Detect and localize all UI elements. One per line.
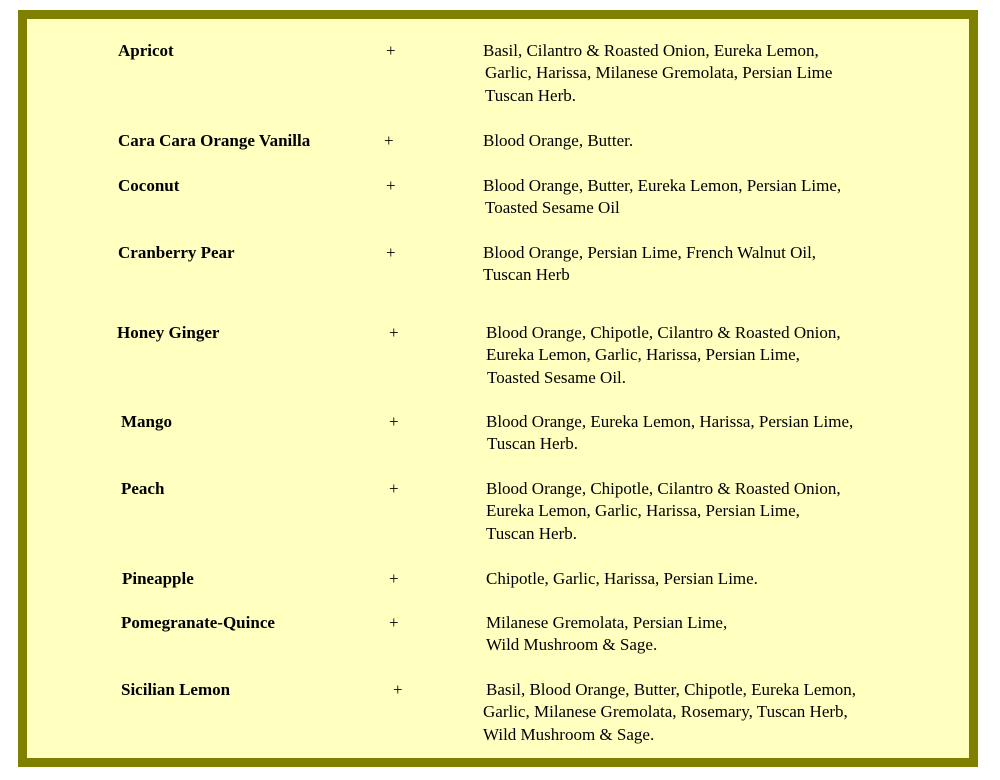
flavor-name: Mango: [121, 412, 172, 431]
pairing-line: Chipotle, Garlic, Harissa, Persian Lime.: [486, 569, 758, 588]
flavor-name: Cranberry Pear: [118, 243, 235, 262]
pairing-line: Tuscan Herb: [483, 265, 570, 285]
plus-separator: +: [389, 479, 399, 498]
pairing-line: Eureka Lemon, Garlic, Harissa, Persian Lime,: [486, 501, 800, 521]
plus-separator: +: [389, 412, 399, 431]
plus-separator: +: [386, 41, 396, 60]
pairing-line: Basil, Blood Orange, Butter, Chipotle, Eureka Lemon,: [486, 680, 856, 699]
pairing-list: [486, 478, 926, 545]
pairing-list: [483, 679, 923, 746]
pairing-line: Basil, Cilantro & Roasted Onion, Eureka Lemon,: [483, 41, 819, 60]
pairing-line: Blood Orange, Persian Lime, French Walnut Oil,: [483, 243, 817, 262]
pairing-line: Blood Orange, Butter, Eureka Lemon, Persian Lime,: [483, 176, 842, 195]
pairing-list: [483, 130, 923, 152]
plus-separator: +: [389, 569, 399, 588]
flavor-name: Coconut: [118, 176, 180, 195]
pairing-line: Wild Mushroom & Sage.: [483, 724, 655, 744]
pairing-list: [486, 568, 926, 590]
pairing-line: Tuscan Herb.: [486, 523, 577, 543]
pairing-line: Wild Mushroom & Sage.: [486, 635, 658, 655]
pairing-line: Blood Orange, Butter.: [483, 131, 634, 150]
pairing-line: Tuscan Herb.: [485, 85, 576, 105]
pairing-list: [483, 175, 923, 220]
plus-separator: +: [384, 131, 394, 150]
pairing-list-frame: [18, 10, 978, 767]
pairing-list: [483, 242, 923, 287]
plus-separator: +: [389, 323, 399, 342]
flavor-name: Apricot: [118, 41, 174, 60]
flavor-name: Honey Ginger: [117, 323, 220, 342]
pairing-line: Garlic, Harissa, Milanese Gremolata, Persian Lime: [485, 63, 833, 83]
flavor-name: Sicilian Lemon: [121, 680, 231, 699]
pairing-line: Toasted Sesame Oil.: [487, 367, 627, 387]
pairing-line: Milanese Gremolata, Persian Lime,: [486, 613, 728, 632]
pairing-line: Eureka Lemon, Garlic, Harissa, Persian Lime,: [486, 345, 800, 365]
plus-separator: +: [393, 680, 403, 699]
pairing-list: [483, 40, 923, 107]
pairing-line: Tuscan Herb.: [487, 434, 578, 454]
plus-separator: +: [386, 176, 396, 195]
pairing-line: Toasted Sesame Oil: [485, 198, 620, 218]
pairing-list: [486, 612, 926, 657]
flavor-name: Peach: [121, 479, 165, 498]
flavor-name: Pineapple: [122, 569, 194, 588]
flavor-name: Cara Cara Orange Vanilla: [118, 131, 311, 150]
plus-separator: +: [389, 613, 399, 632]
pairing-line: Blood Orange, Chipotle, Cilantro & Roasted Onion,: [486, 323, 841, 342]
pairing-list: [486, 322, 926, 389]
pairing-list: [486, 411, 926, 456]
pairing-line: Garlic, Milanese Gremolata, Rosemary, Tuscan Herb,: [483, 702, 848, 722]
pairing-line: Blood Orange, Eureka Lemon, Harissa, Persian Lime,: [486, 412, 854, 431]
pairing-line: Blood Orange, Chipotle, Cilantro & Roasted Onion,: [486, 479, 841, 498]
flavor-name: Pomegranate-Quince: [121, 613, 275, 632]
plus-separator: +: [386, 243, 396, 262]
